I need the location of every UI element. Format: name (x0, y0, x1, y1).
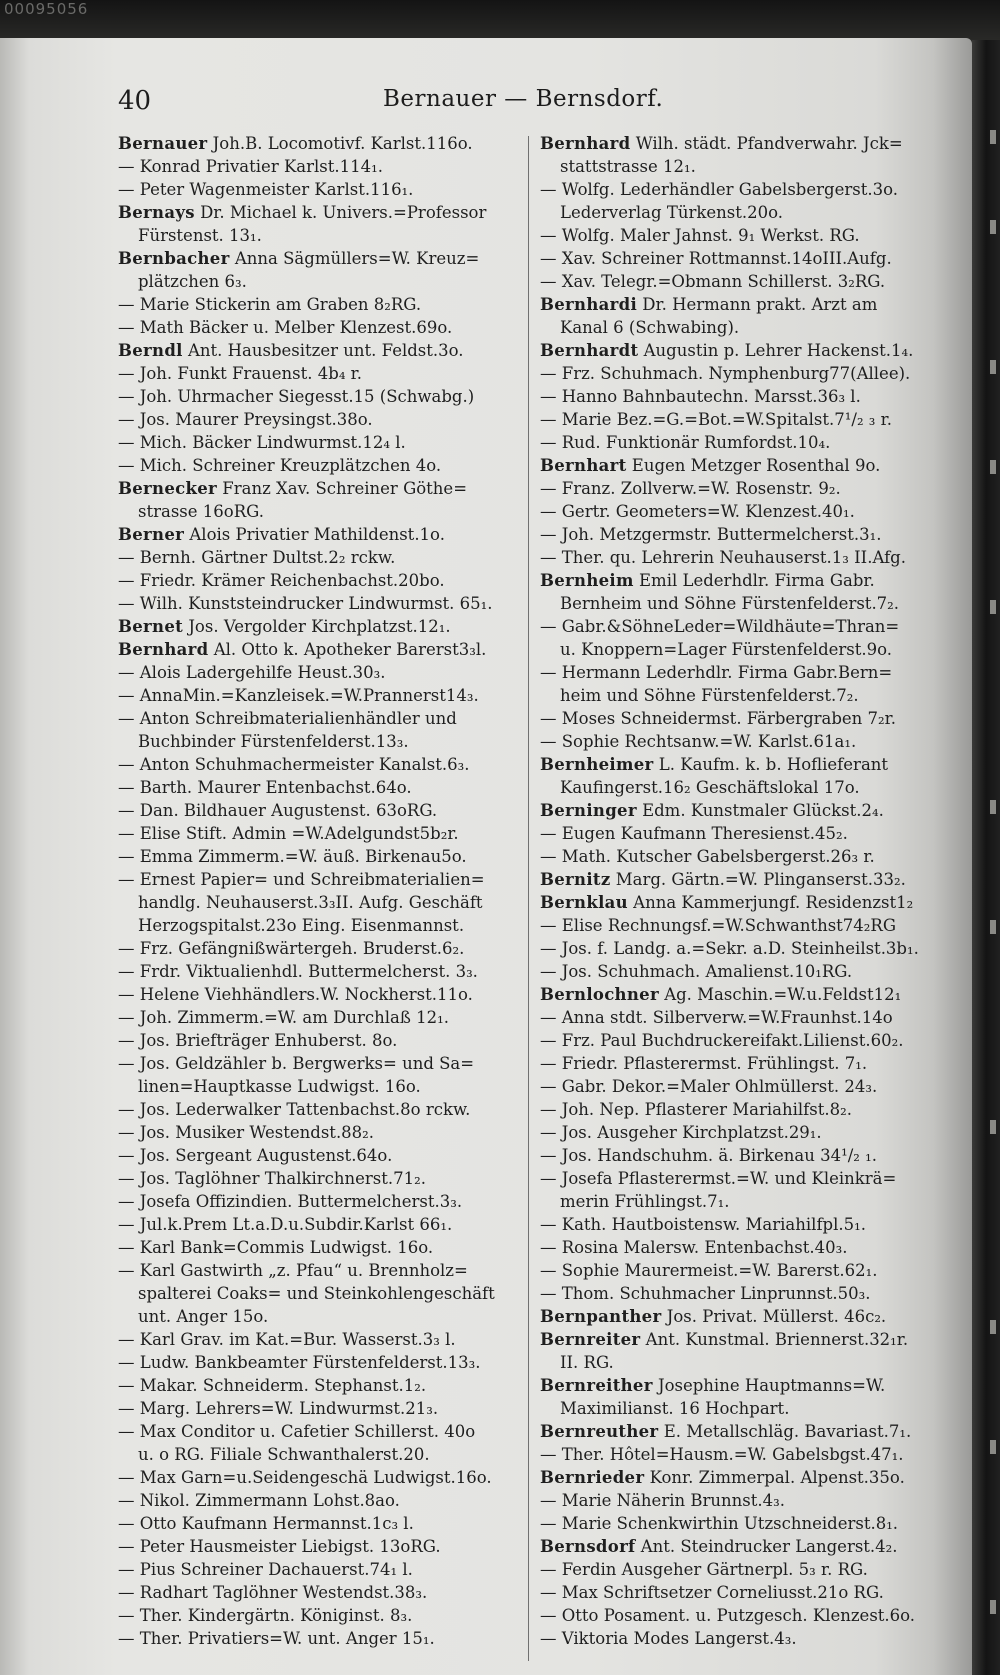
directory-entry-line (118, 1581, 518, 1604)
directory-entry-line (540, 1489, 932, 1512)
directory-entry-line (540, 914, 932, 937)
directory-entry-line (540, 868, 932, 891)
directory-entry-line (540, 1535, 932, 1558)
entry-text: — Joh. Zimmerm.=W. am Durchlaß 12₁. (118, 1008, 449, 1027)
directory-entry-line (540, 431, 932, 454)
entry-text: Dr. Hermann prakt. Arzt am (642, 295, 878, 314)
directory-entry-line (540, 339, 932, 362)
directory-entry-line (118, 155, 518, 178)
directory-entry-line (118, 1535, 518, 1558)
directory-entry-line (540, 477, 932, 500)
directory-entry-line (118, 1259, 518, 1282)
entry-text: — Xav. Schreiner Rottmannst.14oIII.Aufg. (540, 249, 892, 268)
entry-text: Herzogspitalst.23o Eing. Eisenmannst. (138, 916, 465, 935)
entry-text: — Otto Posament. u. Putzgesch. Klenzest.6o. (540, 1606, 916, 1625)
directory-entry-line (118, 316, 518, 339)
directory-entry-line (118, 1213, 518, 1236)
entry-text: — Peter Wagenmeister Karlst.116₁. (118, 180, 414, 199)
directory-entry-line (118, 178, 518, 201)
directory-entry-line (540, 201, 932, 224)
directory-entry-line (118, 224, 518, 247)
entry-text: u. Knoppern=Lager Fürstenfelderst.9o. (560, 640, 893, 659)
entry-text: — Jos. Briefträger Enhuberst. 8o. (118, 1031, 398, 1050)
entry-text: — Helene Viehhändlers.W. Nockherst.11o. (118, 985, 473, 1004)
directory-entry-line (118, 339, 518, 362)
entry-text: — Rud. Funktionär Rumfordst.10₄. (540, 433, 831, 452)
page-edge (972, 40, 1000, 1675)
directory-entry-line (540, 1328, 932, 1351)
directory-entry-line (540, 1581, 932, 1604)
directory-entry-line (540, 891, 932, 914)
entry-text: Eugen Metzger Rosenthal 9o. (631, 456, 881, 475)
entry-text: Kaufingerst.16₂ Geschäftslokal 17o. (560, 778, 860, 797)
directory-entry-line (540, 132, 932, 155)
entry-surname: Bernsdorf (540, 1537, 636, 1556)
directory-entry-line (118, 477, 518, 500)
directory-entry-line (118, 592, 518, 615)
directory-entry-line (540, 385, 932, 408)
directory-entry-line (118, 247, 518, 270)
directory-entry-line (540, 1558, 932, 1581)
directory-entry-line (540, 1443, 932, 1466)
entry-text: — Gabr.&SöhneLeder=Wildhäute=Thran= (540, 617, 900, 636)
entry-surname: Bernrieder (540, 1468, 645, 1487)
entry-text: — Hermann Lederhdlr. Firma Gabr.Bern= (540, 663, 893, 682)
entry-text: Franz Xav. Schreiner Göthe= (222, 479, 468, 498)
directory-entry-line (118, 1328, 518, 1351)
directory-entry-line (540, 1604, 932, 1627)
directory-entry-line (540, 293, 932, 316)
entry-text: — Marie Schenkwirthin Utzschneiderst.8₁. (540, 1514, 899, 1533)
entry-text: Ant. Kunstmal. Briennerst.32₁r. (645, 1330, 909, 1349)
directory-entry-line (540, 1213, 932, 1236)
entry-text: — Kath. Hautboistensw. Mariahilfpl.5₁. (540, 1215, 866, 1234)
directory-entry-line (118, 500, 518, 523)
entry-text: — Jos. Maurer Preysingst.38o. (118, 410, 373, 429)
directory-entry-line (540, 1351, 932, 1374)
directory-entry-line (540, 730, 932, 753)
directory-entry-line (118, 776, 518, 799)
directory-entry-line (540, 822, 932, 845)
directory-entry-line (540, 454, 932, 477)
directory-entry-line (540, 1236, 932, 1259)
entry-text: — Jos. Schuhmach. Amalienst.10₁RG. (540, 962, 853, 981)
directory-entry-line (540, 1282, 932, 1305)
entry-text: — Jos. Ausgeher Kirchplatzst.29₁. (540, 1123, 822, 1142)
directory-entry-line (540, 1305, 932, 1328)
entry-text: — Frz. Schuhmach. Nymphenburg77(Allee). (540, 364, 911, 383)
right-column (540, 132, 932, 1650)
entry-text: — Ernest Papier= und Schreibmaterialien= (118, 870, 485, 889)
directory-entry-line (540, 799, 932, 822)
entry-text: — Marie Stickerin am Graben 8₂RG. (118, 295, 422, 314)
scan-id: 00095056 (4, 0, 89, 18)
directory-entry-line (540, 753, 932, 776)
directory-entry-line (540, 592, 932, 615)
entry-text: Josephine Hauptmanns=W. (657, 1376, 886, 1395)
entry-text: L. Kaufm. k. b. Hoflieferant (658, 755, 889, 774)
directory-entry-line (118, 431, 518, 454)
entry-text: — Anton Schreibmaterialienhändler und (118, 709, 457, 728)
entry-text: Dr. Michael k. Univers.=Professor (200, 203, 487, 222)
directory-entry-line (118, 1374, 518, 1397)
directory-entry-line (540, 1029, 932, 1052)
entry-surname: Bernreiter (540, 1330, 641, 1349)
entry-text: unt. Anger 15o. (138, 1307, 269, 1326)
entry-text: — AnnaMin.=Kanzleisek.=W.Prannerst14₃. (118, 686, 479, 705)
directory-entry-line (118, 914, 518, 937)
directory-entry-line (118, 270, 518, 293)
entry-surname: Bernheimer (540, 755, 654, 774)
entry-surname: Bernbacher (118, 249, 230, 268)
entry-text: E. Metallschläg. Bavariast.7₁. (663, 1422, 912, 1441)
directory-entry-line (118, 569, 518, 592)
entry-text: — Pius Schreiner Dachauerst.74₁ l. (118, 1560, 413, 1579)
directory-entry-line (540, 1397, 932, 1420)
entry-text: — Sophie Maurermeist.=W. Barerst.62₁. (540, 1261, 878, 1280)
entry-text: — Gertr. Geometers=W. Klenzest.40₁. (540, 502, 855, 521)
entry-text: heim und Söhne Fürstenfelderst.7₂. (560, 686, 859, 705)
entry-text: Joh.B. Locomotivf. Karlst.116o. (212, 134, 473, 153)
entry-text: — Joh. Metzgermstr. Buttermelcherst.3₁. (540, 525, 882, 544)
directory-entry-line (540, 1190, 932, 1213)
directory-entry-line (118, 1144, 518, 1167)
entry-text: — Ferdin Ausgeher Gärtnerpl. 5₃ r. RG. (540, 1560, 868, 1579)
entry-text: — Jul.k.Prem Lt.a.D.u.Subdir.Karlst 66₁. (118, 1215, 453, 1234)
directory-entry-line (540, 1512, 932, 1535)
directory-entry-line (118, 1558, 518, 1581)
directory-entry-line (118, 960, 518, 983)
entry-text: — Jos. Taglöhner Thalkirchnerst.71₂. (118, 1169, 426, 1188)
entry-text: — Emma Zimmerm.=W. äuß. Birkenau5o. (118, 847, 467, 866)
directory-entry-line (118, 201, 518, 224)
directory-entry-line (540, 1167, 932, 1190)
directory-entry-line (540, 178, 932, 201)
entry-text: — Max Conditor u. Cafetier Schillerst. 40o (118, 1422, 476, 1441)
entry-text: — Elise Rechnungsf.=W.Schwanthst74₂RG (540, 916, 897, 935)
directory-entry-line (118, 1627, 518, 1650)
directory-entry-line (118, 1604, 518, 1627)
directory-entry-line (540, 408, 932, 431)
entry-text: — Jos. Sergeant Augustenst.64o. (118, 1146, 393, 1165)
directory-entry-line (540, 1052, 932, 1075)
directory-entry-line (118, 707, 518, 730)
directory-entry-line (118, 638, 518, 661)
directory-entry-line (118, 845, 518, 868)
directory-entry-line (540, 1144, 932, 1167)
entry-surname: Bernauer (118, 134, 208, 153)
page-header (118, 86, 908, 126)
entry-text: — Peter Hausmeister Liebigst. 13oRG. (118, 1537, 441, 1556)
entry-text: — Wilh. Kunststeindrucker Lindwurmst. 65₁. (118, 594, 493, 613)
entry-surname: Bernecker (118, 479, 218, 498)
directory-entry-line (118, 799, 518, 822)
directory-entry-line (540, 270, 932, 293)
directory-entry-line (540, 937, 932, 960)
entry-text: — Mich. Schreiner Kreuzplätzchen 4o. (118, 456, 442, 475)
entry-text: — Makar. Schneiderm. Stephanst.1₂. (118, 1376, 427, 1395)
entry-surname: Bernhardt (540, 341, 639, 360)
entry-text: — Thom. Schuhmacher Linprunnst.50₃. (540, 1284, 871, 1303)
entry-text: — Franz. Zollverw.=W. Rosenstr. 9₂. (540, 479, 841, 498)
directory-entry-line (118, 661, 518, 684)
left-column (118, 132, 518, 1650)
entry-text: — Josefa Pflasterermst.=W. und Kleinkrä= (540, 1169, 897, 1188)
entry-text: II. RG. (560, 1353, 614, 1372)
entry-text: — Josefa Offizindien. Buttermelcherst.3₃. (118, 1192, 463, 1211)
entry-text: — Max Garn=u.Seidengeschä Ludwigst.16o. (118, 1468, 492, 1487)
entry-text: — Math Bäcker u. Melber Klenzest.69o. (118, 318, 453, 337)
entry-text: — Max Schriftsetzer Corneliusst.21o RG. (540, 1583, 884, 1602)
directory-entry-line (118, 408, 518, 431)
entry-text: Maximilianst. 16 Hochpart. (560, 1399, 790, 1418)
entry-text: — Alois Ladergehilfe Heust.30₃. (118, 663, 386, 682)
entry-text: Wilh. städt. Pfandverwahr. Jck= (635, 134, 903, 153)
entry-text: — Radhart Taglöhner Westendst.38₃. (118, 1583, 428, 1602)
entry-text: — Bernh. Gärtner Dultst.2₂ rckw. (118, 548, 396, 567)
entry-surname: Bernet (118, 617, 184, 636)
entry-surname: Bernhart (540, 456, 627, 475)
entry-text: — Xav. Telegr.=Obmann Schillerst. 3₂RG. (540, 272, 886, 291)
directory-entry-line (540, 1420, 932, 1443)
entry-text: Emil Lederhdlr. Firma Gabr. (639, 571, 875, 590)
entry-text: — Ther. Kindergärtn. Königinst. 8₃. (118, 1606, 413, 1625)
directory-entry-line (118, 1397, 518, 1420)
entry-text: — Jos. Musiker Westendst.88₂. (118, 1123, 375, 1142)
directory-entry-line (118, 868, 518, 891)
directory-entry-line (118, 546, 518, 569)
entry-surname: Bernreuther (540, 1422, 659, 1441)
entry-text: — Konrad Privatier Karlst.114₁. (118, 157, 383, 176)
directory-entry-line (540, 362, 932, 385)
directory-entry-line (118, 1282, 518, 1305)
entry-text: handlg. Neuhauserst.3₃II. Aufg. Geschäft (138, 893, 483, 912)
entry-text: — Eugen Kaufmann Theresienst.45₂. (540, 824, 848, 843)
entry-text: — Joh. Nep. Pflasterer Mariahilfst.8₂. (540, 1100, 852, 1119)
directory-entry-line (540, 1374, 932, 1397)
directory-entry-line (540, 845, 932, 868)
directory-entry-line (118, 1305, 518, 1328)
page-number: 40 (118, 86, 152, 116)
directory-entry-line (118, 1098, 518, 1121)
entry-text: strasse 16oRG. (138, 502, 264, 521)
directory-entry-line (118, 1052, 518, 1075)
directory-entry-line (540, 569, 932, 592)
entry-text: merin Frühlingst.7₁. (560, 1192, 730, 1211)
directory-entry-line (118, 1029, 518, 1052)
directory-entry-line (118, 1512, 518, 1535)
running-head: Bernauer — Bernsdorf. (383, 86, 664, 112)
entry-text: — Hanno Bahnbautechn. Marsst.36₃ l. (540, 387, 861, 406)
entry-text: — Barth. Maurer Entenbachst.64o. (118, 778, 412, 797)
entry-text: Jos. Vergolder Kirchplatzst.12₁. (188, 617, 451, 636)
directory-entry-line (118, 1075, 518, 1098)
directory-entry-line (118, 730, 518, 753)
entry-text: — Rosina Malersw. Entenbachst.40₃. (540, 1238, 848, 1257)
directory-entry-line (540, 615, 932, 638)
entry-text: — Wolfg. Maler Jahnst. 9₁ Werkst. RG. (540, 226, 860, 245)
directory-entry-line (540, 1466, 932, 1489)
entry-surname: Bernhard (118, 640, 209, 659)
entry-text: — Ther. Privatiers=W. unt. Anger 15₁. (118, 1629, 435, 1648)
directory-entry-line (540, 1259, 932, 1282)
column-divider (528, 136, 529, 1661)
directory-entry-line (540, 1121, 932, 1144)
entry-text: Alois Privatier Mathildenst.1o. (189, 525, 445, 544)
directory-entry-line (118, 293, 518, 316)
entry-text: Jos. Privat. Müllerst. 46c₂. (666, 1307, 887, 1326)
entry-text: — Mich. Bäcker Lindwurmst.12₄ l. (118, 433, 406, 452)
directory-entry-line (118, 1236, 518, 1259)
entry-text: — Anton Schuhmachermeister Kanalst.6₃. (118, 755, 470, 774)
directory-entry-line (118, 615, 518, 638)
entry-text: spalterei Coaks= und Steinkohlengeschäft (138, 1284, 495, 1303)
entry-text: — Marie Bez.=G.=Bot.=W.Spitalst.7¹/₂ ₃ r. (540, 410, 892, 429)
entry-surname: Bernheim (540, 571, 634, 590)
entry-text: stattstrasse 12₁. (560, 157, 696, 176)
entry-text: — Viktoria Modes Langerst.4₃. (540, 1629, 797, 1648)
entry-text: — Frz. Paul Buchdruckereifakt.Lilienst.60₂. (540, 1031, 904, 1050)
directory-entry-line (540, 776, 932, 799)
directory-entry-line (540, 500, 932, 523)
directory-entry-line (118, 1443, 518, 1466)
entry-text: Fürstenst. 13₁. (138, 226, 262, 245)
entry-text: — Moses Schneidermst. Färbergraben 7₂r. (540, 709, 896, 728)
entry-surname: Bernhard (540, 134, 631, 153)
directory-entry-line (118, 1006, 518, 1029)
entry-surname: Bernpanther (540, 1307, 662, 1326)
entry-text: — Jos. f. Landg. a.=Sekr. a.D. Steinheilst.3b₁. (540, 939, 919, 958)
directory-entry-line (118, 1167, 518, 1190)
entry-text: — Friedr. Pflasterermst. Frühlingst. 7₁. (540, 1054, 868, 1073)
directory-entry-line (540, 523, 932, 546)
entry-text: — Marie Näherin Brunnst.4₃. (540, 1491, 785, 1510)
entry-text: — Gabr. Dekor.=Maler Ohlmüllerst. 24₃. (540, 1077, 878, 1096)
entry-text: plätzchen 6₃. (138, 272, 247, 291)
entry-surname: Bernlochner (540, 985, 659, 1004)
entry-text: Konr. Zimmerpal. Alpenst.35o. (649, 1468, 905, 1487)
entry-text: Edm. Kunstmaler Glückst.2₄. (642, 801, 884, 820)
directory-entry-line (540, 316, 932, 339)
entry-text: — Elise Stift. Admin =W.Adelgundst5b₂r. (118, 824, 459, 843)
entry-text: — Otto Kaufmann Hermannst.1c₃ l. (118, 1514, 414, 1533)
entry-text: — Ludw. Bankbeamter Fürstenfelderst.13₃. (118, 1353, 481, 1372)
entry-text: — Joh. Uhrmacher Siegesst.15 (Schwabg.) (118, 387, 475, 406)
directory-entry-line (118, 1420, 518, 1443)
entry-text: Bernheim und Söhne Fürstenfelderst.7₂. (560, 594, 900, 613)
entry-text: u. o RG. Filiale Schwanthalerst.20. (138, 1445, 430, 1464)
directory-entry-line (540, 960, 932, 983)
directory-entry-line (540, 1098, 932, 1121)
directory-entry-line (118, 1190, 518, 1213)
directory-entry-line (118, 891, 518, 914)
entry-text: — Karl Gastwirth „z. Pfau“ u. Brennholz= (118, 1261, 468, 1280)
entry-text: — Anna stdt. Silberverw.=W.Fraunhst.14o (540, 1008, 893, 1027)
directory-entry-line (540, 247, 932, 270)
directory-entry-line (540, 684, 932, 707)
entry-text: Anna Sägmüllers=W. Kreuz= (234, 249, 480, 268)
entry-text: — Karl Grav. im Kat.=Bur. Wasserst.3₃ l. (118, 1330, 456, 1349)
entry-text: Ant. Hausbesitzer unt. Feldst.3o. (188, 341, 464, 360)
directory-entry-line (118, 385, 518, 408)
entry-text: Ant. Steindrucker Langerst.4₂. (640, 1537, 898, 1556)
entry-surname: Bernays (118, 203, 195, 222)
entry-surname: Bernklau (540, 893, 628, 912)
directory-entry-line (540, 638, 932, 661)
entry-surname: Berndl (118, 341, 183, 360)
entry-surname: Berninger (540, 801, 637, 820)
entry-text: Lederverlag Türkenst.20o. (560, 203, 783, 222)
directory-entry-line (118, 523, 518, 546)
directory-entry-line (118, 1489, 518, 1512)
entry-text: — Karl Bank=Commis Ludwigst. 16o. (118, 1238, 434, 1257)
entry-text: Kanal 6 (Schwabing). (560, 318, 740, 337)
directory-entry-line (118, 937, 518, 960)
directory-entry-line (118, 684, 518, 707)
directory-entry-line (118, 132, 518, 155)
directory-entry-line (540, 983, 932, 1006)
entry-text: — Nikol. Zimmermann Lohst.8ao. (118, 1491, 400, 1510)
entry-text: — Jos. Handschuhm. ä. Birkenau 34¹/₂ ₁. (540, 1146, 877, 1165)
directory-entry-line (540, 1627, 932, 1650)
entry-surname: Bernhardi (540, 295, 638, 314)
directory-entry-line (118, 983, 518, 1006)
directory-entry-line (540, 1075, 932, 1098)
entry-text: — Marg. Lehrers=W. Lindwurmst.21₃. (118, 1399, 439, 1418)
directory-entry-line (540, 224, 932, 247)
entry-text: — Friedr. Krämer Reichenbachst.20bo. (118, 571, 445, 590)
entry-text: — Joh. Funkt Frauenst. 4b₄ r. (118, 364, 363, 383)
entry-text: — Frdr. Viktualienhdl. Buttermelcherst. 3₃. (118, 962, 478, 981)
entry-text: Buchbinder Fürstenfelderst.13₃. (138, 732, 409, 751)
directory-entry-line (540, 1006, 932, 1029)
entry-surname: Bernitz (540, 870, 611, 889)
entry-text: linen=Hauptkasse Ludwigst. 16o. (138, 1077, 421, 1096)
entry-text: — Dan. Bildhauer Augustenst. 63oRG. (118, 801, 438, 820)
entry-surname: Bernreither (540, 1376, 653, 1395)
entry-surname: Berner (118, 525, 185, 544)
directory-entry-line (540, 155, 932, 178)
entry-text: — Jos. Lederwalker Tattenbachst.8o rckw. (118, 1100, 471, 1119)
entry-text: Marg. Gärtn.=W. Plinganserst.33₂. (615, 870, 906, 889)
entry-text: — Ther. qu. Lehrerin Neuhauserst.1₃ II.Afg. (540, 548, 906, 567)
directory-entry-line (118, 1121, 518, 1144)
entry-text: Ag. Maschin.=W.u.Feldst12₁ (664, 985, 902, 1004)
entry-text: — Sophie Rechtsanw.=W. Karlst.61a₁. (540, 732, 857, 751)
directory-entry-line (118, 753, 518, 776)
directory-entry-line (540, 546, 932, 569)
directory-entry-line (118, 362, 518, 385)
entry-text: — Ther. Hôtel=Hausm.=W. Gabelsbgst.47₁. (540, 1445, 904, 1464)
entry-text: — Frz. Gefängnißwärtergeh. Bruderst.6₂. (118, 939, 465, 958)
directory-entry-line (118, 454, 518, 477)
entry-text: — Wolfg. Lederhändler Gabelsbergerst.3o. (540, 180, 898, 199)
entry-text: Augustin p. Lehrer Hackenst.1₄. (643, 341, 914, 360)
directory-entry-line (118, 822, 518, 845)
directory-entry-line (540, 661, 932, 684)
directory-entry-line (118, 1466, 518, 1489)
entry-text: Anna Kammerjungf. Residenzst1₂ (633, 893, 914, 912)
entry-text: Al. Otto k. Apotheker Barerst3₃l. (213, 640, 487, 659)
directory-entry-line (118, 1351, 518, 1374)
entry-text: — Jos. Geldzähler b. Bergwerks= und Sa= (118, 1054, 475, 1073)
entry-text: — Math. Kutscher Gabelsbergerst.26₃ r. (540, 847, 875, 866)
directory-entry-line (540, 707, 932, 730)
